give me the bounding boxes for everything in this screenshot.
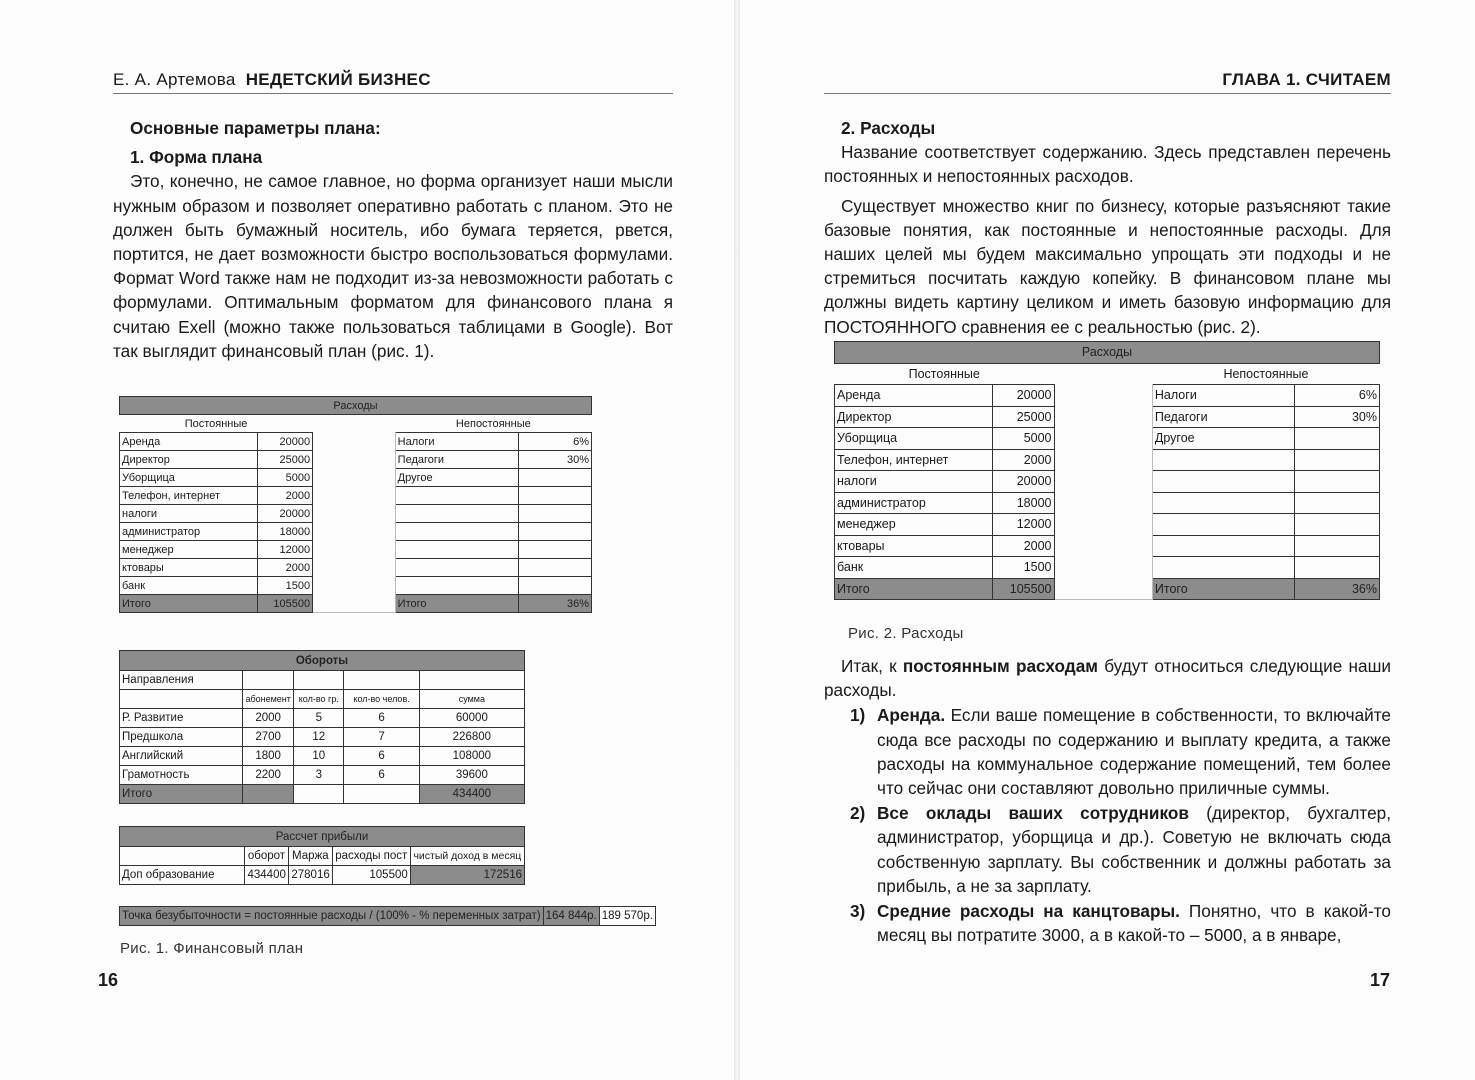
book-gutter xyxy=(734,0,740,1080)
subscription-value: 2000 xyxy=(243,709,294,728)
profit-col-header: оборот xyxy=(245,847,289,866)
variable-value xyxy=(1294,428,1379,450)
direction-name: Английский xyxy=(120,747,243,766)
expenses-group-row xyxy=(835,363,1380,385)
total-blank xyxy=(344,785,419,804)
fixed-value: 20000 xyxy=(258,505,313,523)
variable-name xyxy=(395,487,518,505)
fixed-name: Директор xyxy=(120,451,258,469)
people-value: 6 xyxy=(344,766,419,785)
profit-table xyxy=(119,826,525,885)
turnover-total: 434400 xyxy=(419,785,524,804)
expenses-row xyxy=(120,505,592,523)
list-item-body xyxy=(877,899,1391,947)
variable-name: Педагоги xyxy=(1152,406,1294,428)
variable-value xyxy=(519,469,592,487)
expenses-row xyxy=(835,449,1380,471)
left-body-text xyxy=(113,116,673,363)
expenses-total-row xyxy=(835,578,1380,600)
fixed-name: Уборщица xyxy=(120,469,258,487)
gap-cell xyxy=(1054,557,1152,579)
profit-value: 172516 xyxy=(410,866,524,885)
fixed-value: 20000 xyxy=(992,471,1054,493)
breakeven-value-2: 189 570р. xyxy=(599,907,655,926)
header-blank xyxy=(294,671,344,690)
fixed-value: 2000 xyxy=(992,449,1054,471)
form-paragraph: Это, конечно, не самое главное, но форма организует наши мысли нужным образом и позволяет оперативно работать с планом. Это не должен быть бумажный носитель, ибо бумага теряется, рвется, портится, не дает возможности быстро воспользоваться формулами. Формат Word также нам не подходит из-за невозможности работать с формулами. Оптимальным форматом для финансового плана я считаю Exell (можно также пользоваться таблицами в Google). Вот так выглядит финансовый план (рис. 1). xyxy=(113,171,673,361)
variable-value xyxy=(519,505,592,523)
fixed-value: 18000 xyxy=(992,492,1054,514)
list-item-body xyxy=(877,801,1391,898)
profit-value: 278016 xyxy=(288,866,332,885)
gap-cell xyxy=(313,541,396,559)
fixed-name: налоги xyxy=(120,505,258,523)
fixed-name: Телефон, интернет xyxy=(120,487,258,505)
turnover-col-header: сумма xyxy=(419,690,524,709)
fixed-name: банк xyxy=(120,577,258,595)
figure-1-caption: Рис. 1. Финансовый план xyxy=(120,940,304,957)
right-head-rule xyxy=(824,93,1391,94)
fixed-value: 1500 xyxy=(992,557,1054,579)
gap-cell xyxy=(1054,471,1152,493)
right-page-number: 17 xyxy=(1370,970,1391,990)
variable-value xyxy=(519,523,592,541)
right-body-text-top xyxy=(824,116,1391,339)
header-blank xyxy=(120,690,243,709)
variable-name xyxy=(395,541,518,559)
intro-start: Итак, к xyxy=(841,656,903,676)
variable-name xyxy=(1152,492,1294,514)
profit-col-header: расходы пост xyxy=(332,847,410,866)
gap-cell xyxy=(313,487,396,505)
turnover-table xyxy=(119,650,525,804)
book-title: НЕДЕТСКИЙ БИЗНЕС xyxy=(245,70,431,89)
fixed-name: Директор xyxy=(835,406,993,428)
fixed-total-label: Итого xyxy=(120,595,258,613)
expenses-row xyxy=(120,433,592,451)
variable-value xyxy=(1294,557,1379,579)
list-item xyxy=(850,899,1391,947)
header-blank xyxy=(344,671,419,690)
expenses-row xyxy=(120,577,592,595)
list-item xyxy=(850,801,1391,898)
expenses-paragraph-1: Название соответствует содержанию. Здесь представлен перечень постоянных и непостоянных расходов. xyxy=(824,142,1391,187)
list-item-number: 3) xyxy=(850,901,866,922)
expenses-row xyxy=(835,492,1380,514)
profit-col-header: Маржа xyxy=(288,847,332,866)
variable-name xyxy=(1152,535,1294,557)
variable-name xyxy=(395,523,518,541)
fixed-expenses-list xyxy=(850,703,1391,947)
heading-expenses: 2. Расходы xyxy=(841,118,936,138)
gap-cell xyxy=(1054,406,1152,428)
list-item-body xyxy=(877,703,1391,800)
fixed-name: Телефон, интернет xyxy=(835,449,993,471)
total-blank xyxy=(243,785,294,804)
gap-cell xyxy=(1054,492,1152,514)
variable-value xyxy=(1294,492,1379,514)
variable-name: Другое xyxy=(1152,428,1294,450)
turnover-total-label: Итого xyxy=(120,785,243,804)
variable-name: Налоги xyxy=(1152,385,1294,407)
direction-label: Направления xyxy=(120,671,243,690)
gap-cell xyxy=(313,415,396,433)
fixed-value: 1500 xyxy=(258,577,313,595)
turnover-row xyxy=(120,709,525,728)
expenses-row xyxy=(120,451,592,469)
variable-name: Педагоги xyxy=(395,451,518,469)
direction-name: Предшкола xyxy=(120,728,243,747)
expenses-title-row xyxy=(835,342,1380,364)
sum-value: 226800 xyxy=(419,728,524,747)
left-page-number: 16 xyxy=(98,970,119,990)
subscription-value: 2200 xyxy=(243,766,294,785)
expenses-row xyxy=(120,541,592,559)
profit-col-header: чистый доход в месяц xyxy=(410,847,524,866)
gap-cell xyxy=(313,559,396,577)
gap-cell xyxy=(1054,363,1152,385)
variable-value xyxy=(519,577,592,595)
variable-name xyxy=(1152,471,1294,493)
fixed-total: 105500 xyxy=(258,595,313,613)
fixed-value: 20000 xyxy=(258,433,313,451)
groups-value: 5 xyxy=(294,709,344,728)
right-expenses-table xyxy=(834,341,1380,600)
groups-value: 3 xyxy=(294,766,344,785)
subscription-value: 2700 xyxy=(243,728,294,747)
expenses-row xyxy=(835,514,1380,536)
expenses-title-row xyxy=(120,397,592,415)
expenses-paragraph-2: Существует множество книг по бизнесу, которые разъясняют такие базовые понятия, как постоянные и непостоянные расходы. Для наших целей мы будем максимально упрощать эти подходы и не стремиться посчитать каждую копейку. В финансовом плане мы должны видеть картину целиком и иметь базовую информацию для ПОСТОЯННОГО сравнения ее с реальностью (рис. 2). xyxy=(824,195,1391,337)
variable-value xyxy=(1294,535,1379,557)
header-blank xyxy=(419,671,524,690)
variable-total-label: Итого xyxy=(1152,578,1294,600)
variable-name xyxy=(395,559,518,577)
turnover-title: Обороты xyxy=(120,651,525,671)
profit-title-row xyxy=(120,827,525,847)
turnover-row xyxy=(120,747,525,766)
fixed-value: 12000 xyxy=(258,541,313,559)
variable-value xyxy=(1294,471,1379,493)
fixed-value: 5000 xyxy=(258,469,313,487)
variable-value: 30% xyxy=(1294,406,1379,428)
fixed-label: Постоянные xyxy=(908,366,980,381)
sum-value: 39600 xyxy=(419,766,524,785)
profit-value: 434400 xyxy=(245,866,289,885)
fixed-name: ктовары xyxy=(120,559,258,577)
list-item-number: 1) xyxy=(850,705,866,726)
turnover-col-header: абонемент xyxy=(243,690,294,709)
expenses-row xyxy=(835,406,1380,428)
breakeven-label: Точка безубыточности = постоянные расходы / (100% - % переменных затрат) xyxy=(120,907,544,926)
expenses-row xyxy=(120,469,592,487)
fixed-name: Уборщица xyxy=(835,428,993,450)
total-blank xyxy=(294,785,344,804)
intro-end: будут относиться следующие наши расходы. xyxy=(824,656,1391,701)
people-value: 6 xyxy=(344,709,419,728)
expenses-row xyxy=(835,557,1380,579)
fixed-value: 2000 xyxy=(992,535,1054,557)
fixed-value: 2000 xyxy=(258,559,313,577)
turnover-col-header: кол-во челов. xyxy=(344,690,419,709)
gap-cell xyxy=(313,505,396,523)
gap-cell xyxy=(1054,514,1152,536)
turnover-col-header: кол-во гр. xyxy=(294,690,344,709)
list-item-text: Если ваше помещение в собственности, то включайте сюда все расходы по содержанию и выплату кредита, а также расходы на коммунальное содержание помещений, тем более что сейчас они составляют довольно приличные суммы. xyxy=(877,705,1391,799)
fixed-total: 105500 xyxy=(992,578,1054,600)
fixed-value: 25000 xyxy=(992,406,1054,428)
variable-value xyxy=(519,559,592,577)
turnover-row xyxy=(120,728,525,747)
profit-row-label: Доп образование xyxy=(120,866,245,885)
fixed-value: 5000 xyxy=(992,428,1054,450)
fixed-name: налоги xyxy=(835,471,993,493)
variable-name xyxy=(1152,557,1294,579)
intro-bold: постоянным расходам xyxy=(902,656,1098,676)
turnover-cols-row xyxy=(120,690,525,709)
gap-cell xyxy=(313,595,396,613)
people-value: 6 xyxy=(344,747,419,766)
fixed-label: Постоянные xyxy=(184,417,248,430)
fixed-name: администратор xyxy=(835,492,993,514)
variable-total-label: Итого xyxy=(395,595,518,613)
gap-cell xyxy=(313,469,396,487)
groups-value: 10 xyxy=(294,747,344,766)
list-item-number: 2) xyxy=(850,803,866,824)
people-value: 7 xyxy=(344,728,419,747)
expenses-row xyxy=(120,487,592,505)
gap-cell xyxy=(313,523,396,541)
fixed-name: Аренда xyxy=(120,433,258,451)
fixed-name: менеджер xyxy=(120,541,258,559)
variable-value xyxy=(519,487,592,505)
right-running-head: ГЛАВА 1. СЧИТАЕМ xyxy=(1222,70,1391,89)
list-item-text: (директор, бухгалтер, администратор, уборщица и др.). Советую не включать сюда собственную зарплату. Вы собственник и должны работать за прибыль, а не за зарплату. xyxy=(877,803,1391,896)
turnover-total-row xyxy=(120,785,525,804)
variable-name: Другое xyxy=(395,469,518,487)
expenses-total-row xyxy=(120,595,592,613)
gap-cell xyxy=(1054,449,1152,471)
fixed-name: ктовары xyxy=(835,535,993,557)
gap-cell xyxy=(313,451,396,469)
variable-value: 6% xyxy=(1294,385,1379,407)
expenses-title: Расходы xyxy=(120,397,592,415)
fixed-name: администратор xyxy=(120,523,258,541)
left-expenses-table xyxy=(119,396,592,613)
fixed-value: 20000 xyxy=(992,385,1054,407)
expenses-row xyxy=(835,535,1380,557)
turnover-dir-row xyxy=(120,671,525,690)
variable-value xyxy=(1294,449,1379,471)
fixed-name: менеджер xyxy=(835,514,993,536)
variable-label: Непостоянные xyxy=(455,417,531,430)
gap-cell xyxy=(1054,385,1152,407)
expenses-title: Расходы xyxy=(835,342,1380,364)
variable-value xyxy=(1294,514,1379,536)
variable-total: 36% xyxy=(1294,578,1379,600)
fixed-total-label: Итого xyxy=(835,578,993,600)
turnover-title-row xyxy=(120,651,525,671)
profit-title: Рассчет прибыли xyxy=(120,827,525,847)
gap-cell xyxy=(1054,578,1152,600)
expenses-row xyxy=(835,428,1380,450)
variable-name xyxy=(395,577,518,595)
gap-cell xyxy=(1054,535,1152,557)
subscription-value: 1800 xyxy=(243,747,294,766)
fixed-expenses-intro xyxy=(824,654,1391,702)
breakeven-table xyxy=(119,906,656,926)
fixed-value: 25000 xyxy=(258,451,313,469)
gap-cell xyxy=(1054,428,1152,450)
variable-label: Непостоянные xyxy=(1223,366,1309,381)
list-item xyxy=(850,703,1391,800)
variable-name xyxy=(1152,449,1294,471)
variable-name xyxy=(395,505,518,523)
left-head-rule xyxy=(113,93,673,94)
variable-total: 36% xyxy=(519,595,592,613)
variable-value: 30% xyxy=(519,451,592,469)
fixed-name: банк xyxy=(835,557,993,579)
profit-cols-row xyxy=(120,847,525,866)
gap-cell xyxy=(313,433,396,451)
author-name: Е. А. Артемова xyxy=(113,70,236,89)
fixed-name: Аренда xyxy=(835,385,993,407)
fixed-value: 12000 xyxy=(992,514,1054,536)
right-body-text-bottom xyxy=(824,654,1391,947)
expenses-group-row xyxy=(120,415,592,433)
variable-name xyxy=(1152,514,1294,536)
gap-cell xyxy=(313,577,396,595)
list-item-term: Аренда. xyxy=(877,705,946,726)
variable-value xyxy=(519,541,592,559)
variable-name: Налоги xyxy=(395,433,518,451)
heading-params: Основные параметры плана: xyxy=(130,118,381,138)
figure-2-caption: Рис. 2. Расходы xyxy=(848,625,964,642)
fixed-value: 18000 xyxy=(258,523,313,541)
expenses-row xyxy=(835,471,1380,493)
expenses-row xyxy=(835,385,1380,407)
breakeven-value-1: 164 844р. xyxy=(543,907,599,926)
variable-value: 6% xyxy=(519,433,592,451)
profit-row xyxy=(120,866,525,885)
left-running-head xyxy=(113,70,431,90)
header-blank xyxy=(243,671,294,690)
direction-name: Р. Развитие xyxy=(120,709,243,728)
expenses-row xyxy=(120,523,592,541)
fixed-value: 2000 xyxy=(258,487,313,505)
list-item-text: Понятно, что в какой-то месяц вы потратите 3000, а в какой-то – 5000, а в январе, xyxy=(877,901,1391,946)
turnover-row xyxy=(120,766,525,785)
sum-value: 108000 xyxy=(419,747,524,766)
list-item-term: Средние расходы на канцтовары. xyxy=(877,901,1180,922)
list-item-term: Все оклады ваших сотрудников xyxy=(877,803,1189,824)
header-blank xyxy=(120,847,245,866)
sum-value: 60000 xyxy=(419,709,524,728)
heading-form: 1. Форма плана xyxy=(130,147,263,168)
expenses-row xyxy=(120,559,592,577)
direction-name: Грамотность xyxy=(120,766,243,785)
profit-value: 105500 xyxy=(332,866,410,885)
groups-value: 12 xyxy=(294,728,344,747)
